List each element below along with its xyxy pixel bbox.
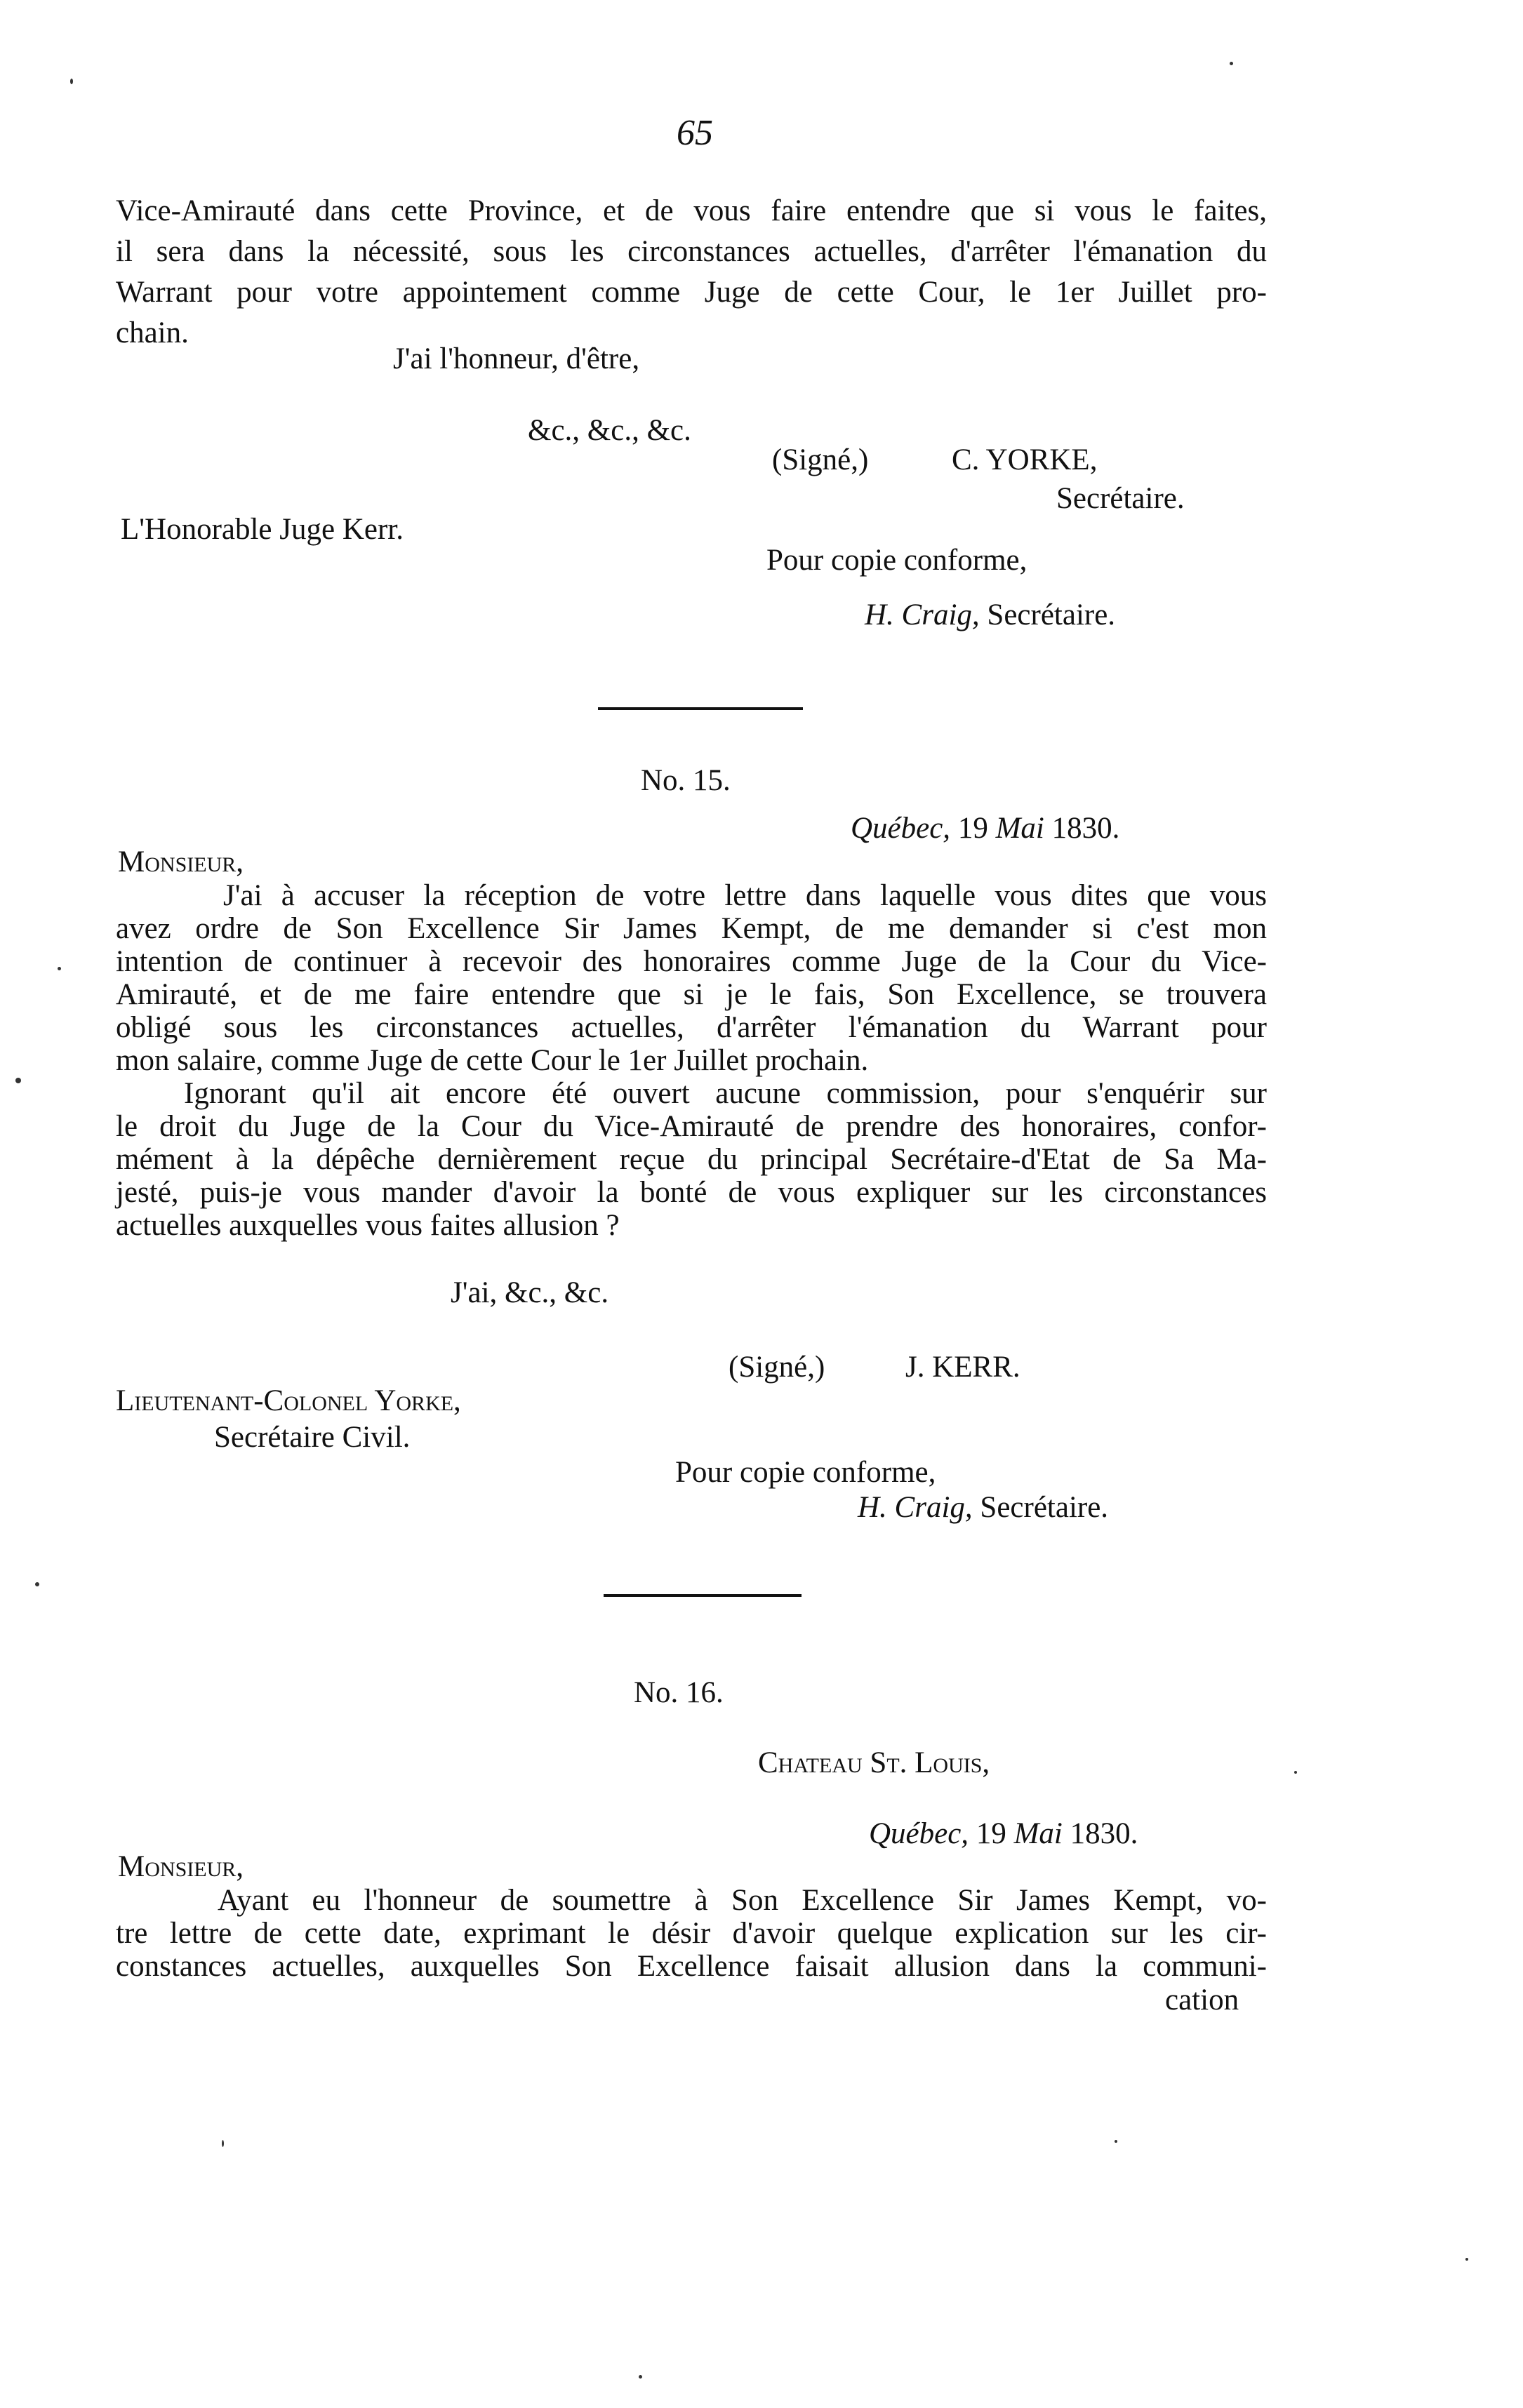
letter15-p1-line: mon salaire, comme Juge de cette Cour le 1er Juillet prochain. xyxy=(116,1044,869,1077)
scan-speck xyxy=(70,79,73,84)
date-year: 1830. xyxy=(1070,1817,1138,1850)
date-month: Mai xyxy=(1013,1817,1063,1850)
letter14-copy-signature xyxy=(865,595,1115,636)
letter14-signer: C. YORKE, xyxy=(952,443,1098,476)
letter15-p1-line: avez ordre de Son Excellence Sir James Kempt, de me demander si c'est mon xyxy=(116,912,1267,945)
letter15-copy-signature xyxy=(858,1487,1108,1528)
letter16-place-header: Chateau St. Louis, xyxy=(758,1746,990,1779)
copy-sig-name: H. Craig, xyxy=(865,598,980,631)
date-day: 19 xyxy=(976,1817,1006,1850)
date-place: Québec, xyxy=(851,812,951,845)
scan-speck xyxy=(1115,2140,1117,2143)
letter15-copy-note: Pour copie conforme, xyxy=(675,1456,936,1489)
section-divider xyxy=(598,707,803,710)
letter14-signer-title: Secrétaire. xyxy=(1056,482,1185,515)
copy-sig-title: Secrétaire. xyxy=(980,1491,1109,1524)
letter14-closing: J'ai l'honneur, d'être, xyxy=(393,342,640,375)
letter15-p1-line: J'ai à accuser la réception de votre lettre dans laquelle vous dites que vous xyxy=(223,879,1267,912)
page-number: 65 xyxy=(677,113,713,153)
letter14-etc: &c., &c., &c. xyxy=(528,414,691,447)
letter15-p2-line: Ignorant qu'il ait encore été ouvert aucune commission, pour s'enquérir sur xyxy=(184,1077,1267,1110)
copy-sig-name: H. Craig, xyxy=(858,1491,973,1524)
scan-speck xyxy=(639,2375,642,2379)
letter14-line: chain. xyxy=(116,316,189,349)
letter14-line: Warrant pour votre appointement comme Juge de cette Cour, le 1er Juillet pro- xyxy=(116,276,1267,309)
catchword: cation xyxy=(1165,1984,1239,2016)
letter16-p1-line: Ayant eu l'honneur de soumettre à Son Excellence Sir James Kempt, vo- xyxy=(218,1884,1267,1917)
letter15-p1-line: intention de continuer à recevoir des honoraires comme Juge de la Cour du Vice- xyxy=(116,945,1267,978)
scan-speck xyxy=(35,1582,39,1586)
date-place: Québec, xyxy=(869,1817,969,1850)
date-year: 1830. xyxy=(1051,812,1120,845)
letter14-line: Vice-Amirauté dans cette Province, et de vous faire entendre que si vous le faites, xyxy=(116,194,1267,227)
scan-speck xyxy=(58,967,61,970)
letter15-p2-line: mément à la dépêche dernièrement reçue du principal Secrétaire-d'Etat de Sa Ma- xyxy=(116,1143,1267,1176)
letter15-p2-line: le droit du Juge de la Cour du Vice-Amirauté de prendre des honoraires, confor- xyxy=(116,1110,1267,1143)
letter15-signed-label: (Signé,) xyxy=(729,1351,825,1384)
letter15-number: No. 15. xyxy=(641,764,731,797)
letter15-addressee-line2: Secrétaire Civil. xyxy=(214,1421,411,1454)
section-divider xyxy=(604,1594,802,1597)
letter15-signer: J. KERR. xyxy=(905,1351,1020,1384)
letter15-p2-line: jesté, puis-je vous mander d'avoir la bonté de vous expliquer sur les circonstances xyxy=(116,1176,1267,1209)
letter15-p1-line: Amirauté, et de me faire entendre que si je le fais, Son Excellence, se trouvera xyxy=(116,978,1267,1011)
letter16-p1-line: tre lettre de cette date, exprimant le désir d'avoir quelque explication sur les cir- xyxy=(116,1917,1267,1950)
letter15-addressee-line1 xyxy=(116,1381,461,1422)
copy-sig-title: Secrétaire. xyxy=(987,598,1116,631)
scan-speck xyxy=(222,2140,224,2147)
letter16-p1-line: constances actuelles, auxquelles Son Excellence faisait allusion dans la communi- xyxy=(116,1950,1267,1983)
letter14-signed-label: (Signé,) xyxy=(772,443,869,476)
letter15-p1-line: obligé sous les circonstances actuelles, d'arrêter l'émanation du Warrant pour xyxy=(116,1011,1267,1044)
letter16-number: No. 16. xyxy=(634,1676,724,1709)
scan-speck xyxy=(1230,62,1233,65)
letter14-addressee: L'Honorable Juge Kerr. xyxy=(121,513,404,546)
letter15-closing: J'ai, &c., &c. xyxy=(451,1276,609,1309)
letter15-dateline xyxy=(851,808,1119,849)
letter15-p2-line: actuelles auxquelles vous faites allusion ? xyxy=(116,1209,620,1242)
scan-speck xyxy=(15,1078,21,1083)
scan-speck xyxy=(1294,1771,1297,1774)
letter16-dateline xyxy=(869,1814,1138,1854)
date-day: 19 xyxy=(957,812,988,845)
scan-speck xyxy=(1465,2258,1468,2261)
letter16-salutation: Monsieur, xyxy=(118,1850,244,1883)
addressee-text: Lieutenant-Colonel Yorke, xyxy=(116,1384,461,1417)
date-month: Mai xyxy=(995,812,1044,845)
letter14-copy-note: Pour copie conforme, xyxy=(766,544,1027,577)
letter15-salutation: Monsieur, xyxy=(118,845,244,878)
letter14-line: il sera dans la nécessité, sous les circonstances actuelles, d'arrêter l'émanation du xyxy=(116,235,1267,268)
